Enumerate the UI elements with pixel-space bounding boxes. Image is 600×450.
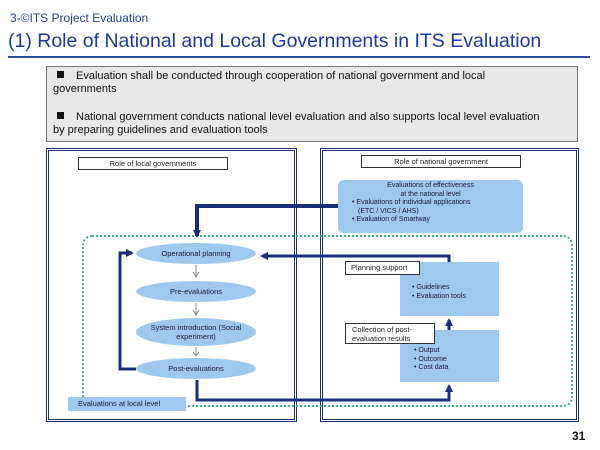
step-pre-evaluations: Pre-evaluations bbox=[136, 281, 256, 302]
planning-support-label: Planning support bbox=[345, 261, 420, 275]
arrow-national-to-planning bbox=[197, 206, 338, 236]
page-number: 31 bbox=[572, 429, 586, 443]
local-level-label: Evaluations at local level bbox=[68, 397, 186, 411]
bullet-2-text: National government conducts national level evaluation and also supports local level evaluation bbox=[76, 111, 540, 123]
arrow-feedback-loop bbox=[120, 253, 136, 369]
step-operational-planning: Operational planning bbox=[136, 243, 256, 264]
national-eval-title-2: at the national level bbox=[400, 190, 461, 198]
result-item-output: • Output bbox=[414, 347, 440, 354]
arrow-support-to-planning bbox=[262, 256, 449, 262]
local-role-header: Role of local governments bbox=[78, 157, 228, 170]
result-item-outcome: • Outcome bbox=[414, 355, 447, 363]
planning-item-2: • Evaluation tools bbox=[412, 292, 466, 300]
national-eval-item-1: • Evaluations of individual applications bbox=[352, 199, 471, 206]
bullet-2-line-2: by preparing guidelines and evaluation tools bbox=[53, 124, 268, 136]
national-role-header: Role of national government bbox=[361, 155, 521, 168]
result-item-cost: • Cost data bbox=[414, 364, 449, 371]
planning-item-1: • Guidelines bbox=[412, 284, 450, 291]
collection-label-line-2: evaluation results bbox=[352, 334, 411, 343]
arrow-post-to-collection bbox=[197, 380, 449, 400]
national-eval-item-3: • Evaluation of Smartway bbox=[352, 216, 430, 223]
collection-label-line-1: Collection of post- bbox=[352, 325, 413, 334]
bullet-1-line-2: governments bbox=[53, 83, 117, 95]
national-eval-title-1: Evaluations of effectiveness bbox=[387, 182, 474, 189]
section-subtitle: 3-©ITS Project Evaluation bbox=[10, 11, 149, 25]
bullet-1-text: Evaluation shall be conducted through cooperation of national government and local bbox=[76, 70, 486, 82]
national-eval-item-2: (ETC / VICS / AHS) bbox=[358, 207, 419, 215]
step-connectors bbox=[193, 265, 199, 356]
slide-title: (1) Role of National and Local Governments in ITS Evaluation bbox=[8, 30, 542, 52]
step-post-evaluations: Post-evaluations bbox=[136, 358, 256, 379]
step-system-introduction: System introduction (Social experiment) bbox=[136, 318, 256, 346]
